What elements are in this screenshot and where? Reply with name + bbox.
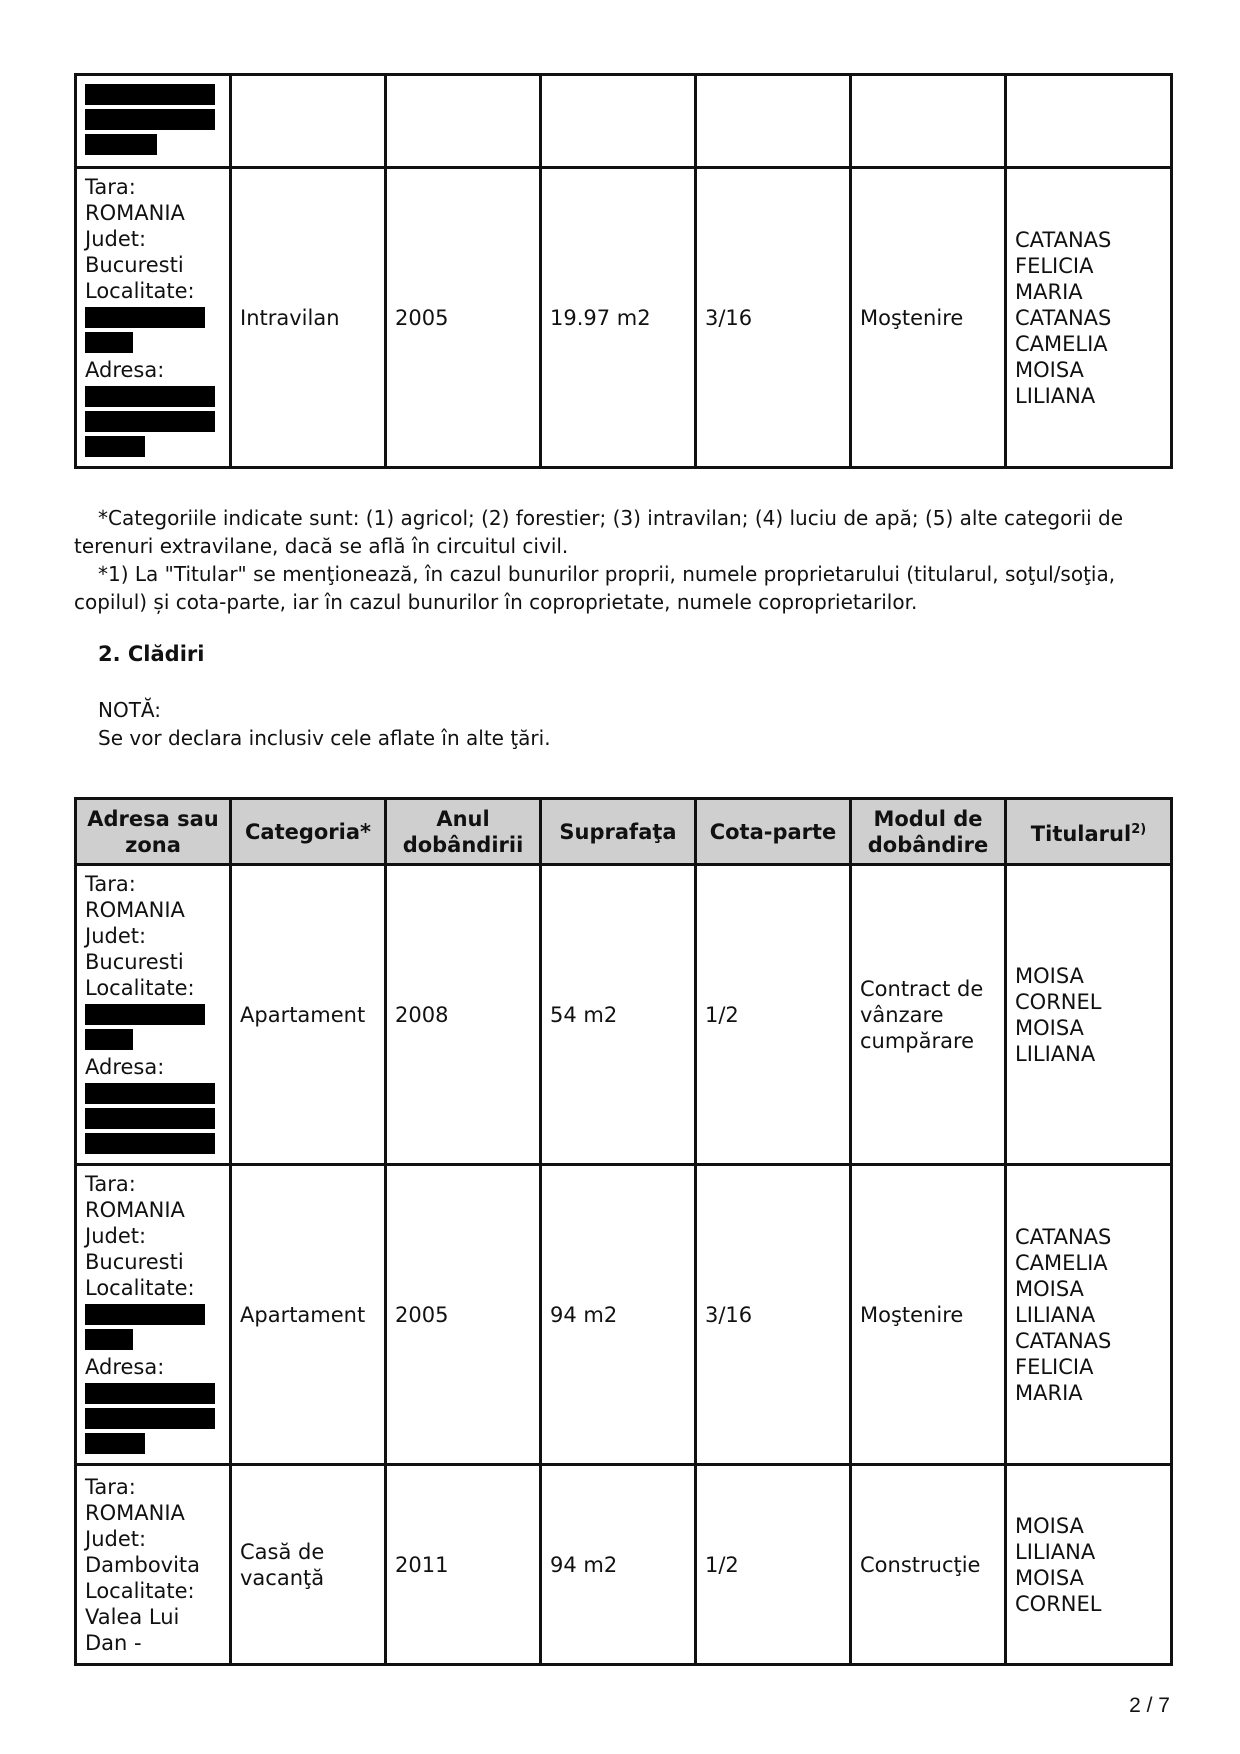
share-cell — [696, 75, 851, 168]
address-label: Adresa: — [85, 358, 165, 382]
area-cell: 94 m2 — [541, 1165, 696, 1465]
share-cell: 1/2 — [696, 865, 851, 1165]
address-text: Tara: ROMANIA Judet: Dambovita Localitate: Valea Lui Dan - — [85, 1474, 201, 1655]
owner-text: MOISA CORNEL MOISA LILIANA — [1015, 963, 1102, 1066]
address-cell — [76, 75, 231, 168]
year-cell — [386, 75, 541, 168]
share-cell: 3/16 — [696, 168, 851, 468]
category-cell: Intravilan — [231, 168, 386, 468]
footnotes — [74, 504, 1170, 616]
address-cell — [76, 865, 231, 1165]
table-row — [76, 75, 1172, 168]
redaction-bar — [85, 411, 215, 432]
redaction-bar — [85, 1408, 215, 1429]
footnote-categories: *Categoriile indicate sunt: (1) agricol; (2) forestier; (3) intravilan; (4) luciu de apă; (5) alte categorii de terenuri extravilane, dacă se află în circuitul civil. — [74, 506, 1124, 558]
year-cell: 2008 — [386, 865, 541, 1165]
page-number: 2 / 7 — [1129, 1694, 1170, 1717]
area-cell: 94 m2 — [541, 1465, 696, 1665]
mode-cell: Moştenire — [851, 168, 1006, 468]
header-year: Anul dobândirii — [386, 799, 541, 865]
category-cell: Apartament — [231, 1165, 386, 1465]
address-text: Tara: ROMANIA Judet: Bucuresti Localitate: — [85, 872, 195, 1000]
category-cell: Apartament — [231, 865, 386, 1165]
address-text: Tara: ROMANIA Judet: Bucuresti Localitate: — [85, 1172, 195, 1300]
mode-cell — [851, 75, 1006, 168]
owner-text: CATANAS FELICIA MARIA CATANAS CAMELIA MOISA LILIANA — [1015, 227, 1112, 408]
nota-label: NOTĂ: — [98, 698, 161, 722]
category-text: Casă de vacanţă — [240, 1539, 325, 1590]
land-table — [74, 73, 1173, 469]
address-cell — [76, 168, 231, 468]
table-row — [76, 865, 1172, 1165]
redaction-bar — [85, 386, 215, 407]
redaction-bar — [85, 1133, 215, 1154]
header-area: Suprafaţa — [541, 799, 696, 865]
redaction-bar — [85, 84, 215, 105]
mode-cell — [851, 1165, 1006, 1465]
owner-cell — [1006, 865, 1172, 1165]
table-row — [76, 1165, 1172, 1465]
mode-text: Contract de vânzare cumpărare — [860, 976, 984, 1053]
owner-cell — [1006, 75, 1172, 168]
redaction-bar — [85, 307, 205, 328]
area-cell: 54 m2 — [541, 865, 696, 1165]
redaction-bar — [85, 1004, 205, 1025]
address-text: Tara: ROMANIA Judet: Bucuresti Localitate: — [85, 175, 195, 303]
category-cell — [231, 75, 386, 168]
redaction-bar — [85, 1304, 205, 1325]
address-label: Adresa: — [85, 1355, 165, 1379]
redaction-bar — [85, 1433, 145, 1454]
address-label: Adresa: — [85, 1055, 165, 1079]
year-cell: 2005 — [386, 168, 541, 468]
owner-text: MOISA LILIANA MOISA CORNEL — [1015, 1513, 1102, 1616]
area-cell — [541, 75, 696, 168]
nota-text: Se vor declara inclusiv cele aflate în alte ţări. — [98, 726, 551, 750]
year-cell: 2011 — [386, 1465, 541, 1665]
table-row — [76, 1465, 1172, 1665]
address-cell — [76, 1465, 231, 1665]
year-cell: 2005 — [386, 1165, 541, 1465]
header-address: Adresa sau zona — [76, 799, 231, 865]
redaction-bar — [85, 109, 215, 130]
area-cell: 19.97 m2 — [541, 168, 696, 468]
buildings-table — [74, 797, 1173, 1666]
table-header-row — [76, 799, 1172, 865]
redaction-bar — [85, 436, 145, 457]
category-cell — [231, 1465, 386, 1665]
owner-cell — [1006, 1465, 1172, 1665]
header-owner-label: Titularul — [1030, 821, 1132, 846]
mode-text: Moştenire — [860, 1302, 964, 1327]
header-owner — [1006, 799, 1172, 865]
redaction-bar — [85, 1329, 133, 1350]
redaction-bar — [85, 1083, 215, 1104]
redaction-bar — [85, 134, 157, 155]
owner-text: CATANAS CAMELIA MOISA LILIANA CATANAS FELICIA MARIA — [1015, 1224, 1112, 1405]
owner-cell — [1006, 1165, 1172, 1465]
redaction-bar — [85, 1029, 133, 1050]
share-cell: 1/2 — [696, 1465, 851, 1665]
redaction-bar — [85, 332, 133, 353]
mode-cell — [851, 865, 1006, 1165]
redaction-bar — [85, 1108, 215, 1129]
redaction-bar — [85, 1383, 215, 1404]
table-row — [76, 168, 1172, 468]
footnote-titular: *1) La "Titular" se menţionează, în cazul bunurilor proprii, numele proprietarului (titularul, soţul/soţia, copilul) și cota-parte, iar în cazul bunurilor în coproprietate, numele coproprietarilor. — [74, 562, 1116, 614]
header-category: Categoria* — [231, 799, 386, 865]
share-cell: 3/16 — [696, 1165, 851, 1465]
owner-cell — [1006, 168, 1172, 468]
mode-cell: Construcţie — [851, 1465, 1006, 1665]
header-share: Cota-parte — [696, 799, 851, 865]
address-cell — [76, 1165, 231, 1465]
header-owner-sup: 2) — [1131, 821, 1147, 837]
header-mode: Modul de dobândire — [851, 799, 1006, 865]
section-title: 2. Clădiri — [98, 642, 205, 666]
